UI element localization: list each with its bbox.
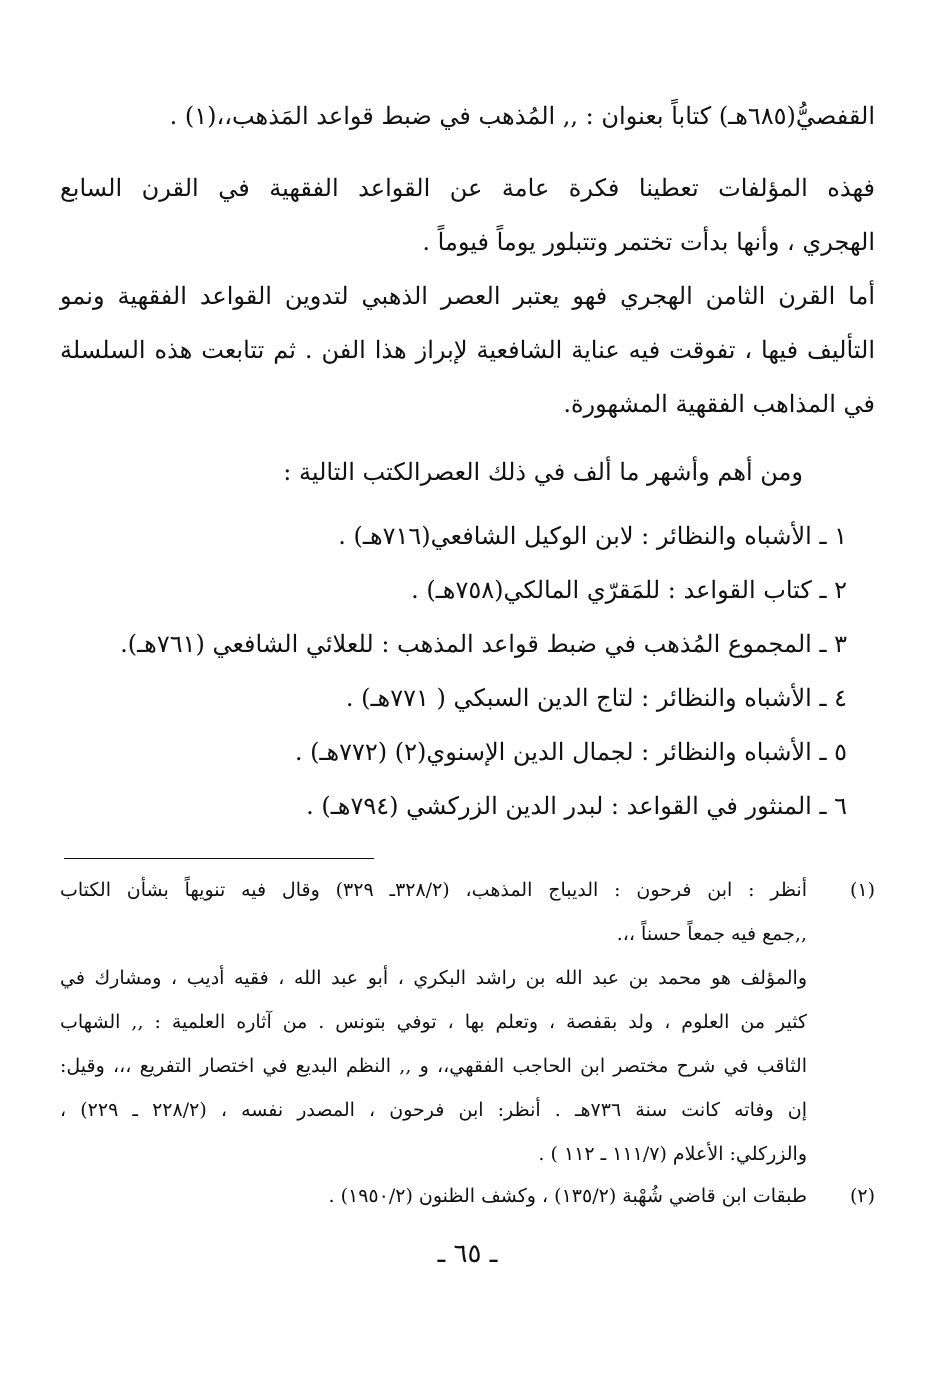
list-item-1: ١ ـ الأشباه والنظائر : لابن الوكيل الشافعي(٧١٦هـ) . [338, 522, 847, 550]
footnote-1-marker: (١) [849, 879, 875, 901]
body-line-2: فهذه المؤلفات تعطينا فكرة عامة عن القواعد الفقهية في القرن السابع [60, 174, 875, 202]
list-item-2: ٢ ـ كتاب القواعد : للمَقرّي المالكي(٧٥٨هـ) . [411, 576, 847, 604]
list-item-4: ٤ ـ الأشباه والنظائر : لتاج الدين السبكي ( ٧٧١هـ) . [345, 684, 847, 712]
list-item-5: ٥ ـ الأشباه والنظائر : لجمال الدين الإسنوي(٢) (٧٧٢هـ) . [294, 738, 847, 766]
list-item-6: ٦ ـ المنثور في القواعد : لبدر الدين الزركشي (٧٩٤هـ) . [306, 792, 847, 820]
list-item-3: ٣ ـ المجموع المُذهب في ضبط قواعد المذهب : للعلائي الشافعي (٧٦١هـ). [120, 630, 847, 658]
body-line-6: في المذاهب الفقهية المشهورة. [563, 390, 875, 418]
body-line-1: القفصيُّ(٦٨٥هـ) كتاباً بعنوان : ,, المُذهب في ضبط قواعد المَذهب،،(١) . [169, 102, 875, 130]
footnote-1-line: ,,جمع فيه جمعاً حسناً ،،. [616, 923, 807, 945]
body-line-4: أما القرن الثامن الهجري فهو يعتبر العصر الذهبي لتدوين القواعد الفقهية ونمو [60, 282, 875, 310]
page-number: ـ ٦٥ ـ [437, 1239, 498, 1269]
footnote-2-marker: (٢) [849, 1185, 875, 1207]
footnote-1-line: أنظر : ابن فرحون : الديباج المذهب، (٣٢٨/٢ـ ٣٢٩) وقال فيه تنويهاً بشأن الكتاب [60, 879, 807, 901]
footnote-1-line: الثاقب في شرح مختصر ابن الحاجب الفقهي،، و ,, النظم البديع في اختصار التفريع ،،، وقيل: [60, 1055, 807, 1077]
body-line-5: التأليف فيها ، تفوقت فيه عناية الشافعية لإبراز هذا الفن . ثم تتابعت هذه السلسلة [60, 336, 875, 364]
footnote-1-line: كثير من العلوم ، ولد بقفصة ، وتعلم بها ، توفي بتونس . من آثاره العلمية : ,, الشهاب [60, 1011, 807, 1033]
body-line-3: الهجري ، وأنها بدأت تختمر وتتبلور يوماً فيوماً . [422, 228, 875, 256]
footnote-2-line: طبقات ابن قاضي شُهْبة (١٣٥/٢) ، وكشف الظنون (١٩٥٠/٢) . [328, 1185, 807, 1207]
body-line-7: ومن أهم وأشهر ما ألف في ذلك العصرالكتب التالية : [283, 458, 803, 486]
footnote-separator [64, 858, 374, 859]
footnote-1-line: والزركلي: الأعلام (١١١/٧ ـ ١١٢ ) . [538, 1143, 807, 1165]
footnote-1-line: إن وفاته كانت سنة ٧٣٦هـ . أنظر: ابن فرحون ، المصدر نفسه ، (٢٢٨/٢ ـ ٢٢٩) ، [60, 1099, 807, 1121]
footnote-1-line: والمؤلف هو محمد بن عبد الله بن راشد البكري ، أبو عبد الله ، فقيه أديب ، ومشارك في [60, 967, 807, 989]
